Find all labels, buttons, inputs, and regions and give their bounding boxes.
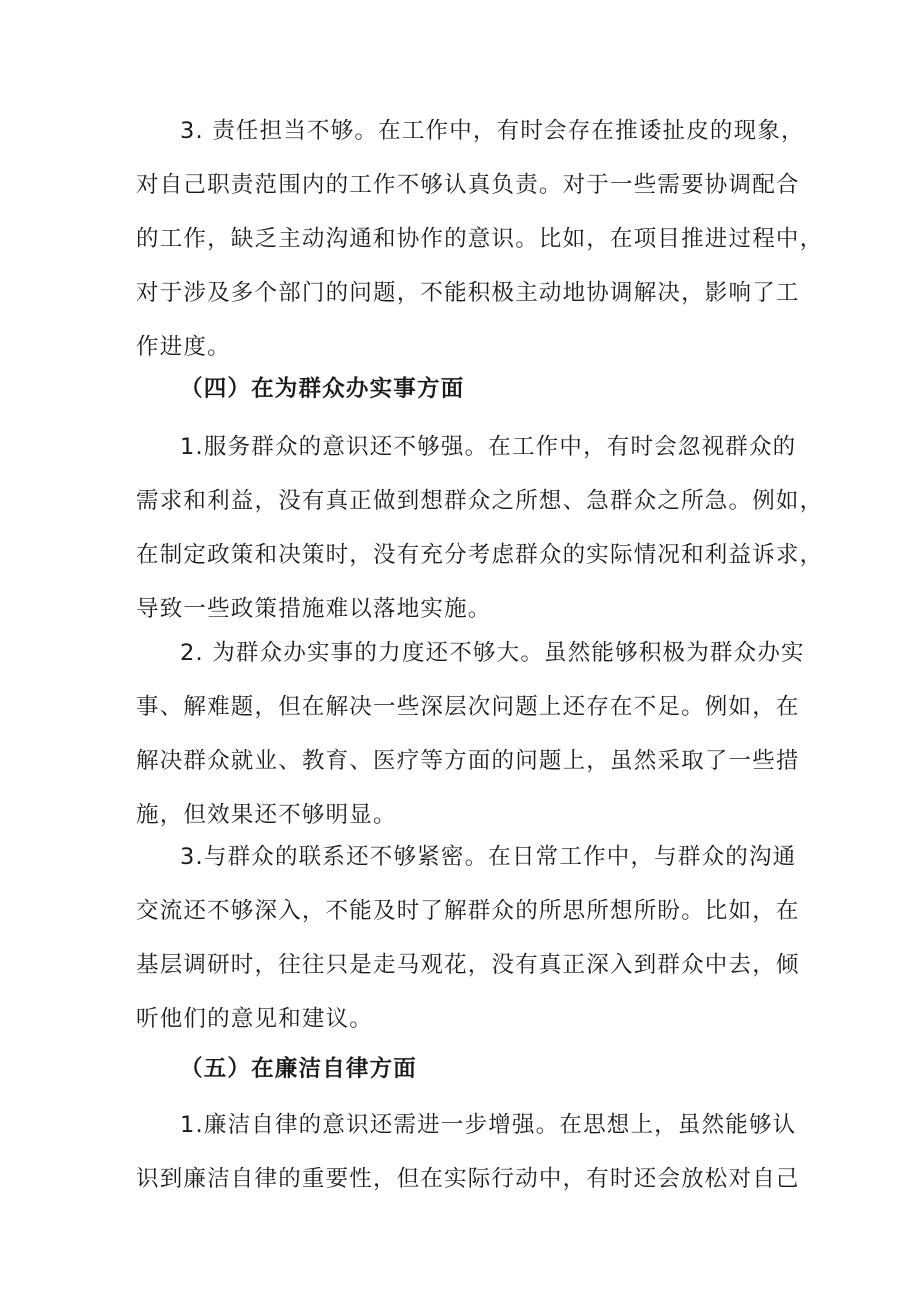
paragraph-contact <box>136 830 800 1046</box>
text-line: 对于涉及多个部门的问题，不能积极主动地协调解决，影响了工 <box>136 280 800 306</box>
text-line: 在制定政策和决策时，没有充分考虑群众的实际情况和利益诉求， <box>136 542 824 568</box>
heading-text: （五）在廉洁自律方面 <box>180 1056 418 1082</box>
text-line: 作进度。 <box>136 334 231 360</box>
text-line: 1.廉洁自律的意识还需进一步增强。在思想上，虽然能够认 <box>180 1112 797 1138</box>
text-line: 1.服务群众的意识还不够强。在工作中，有时会忽视群众的 <box>180 434 797 460</box>
text-line: 听他们的意见和建议。 <box>136 1006 374 1032</box>
text-line: 需求和利益，没有真正做到想群众之所想、急群众之所急。例如， <box>136 488 824 514</box>
text-line: 的工作，缺乏主动沟通和协作的意识。比如，在项目推进过程中， <box>136 226 824 252</box>
text-line: 3.与群众的联系还不够紧密。在日常工作中，与群众的沟通 <box>180 844 797 870</box>
text-line: 对自己职责范围内的工作不够认真负责。对于一些需要协调配合 <box>136 172 800 198</box>
text-line: 导致一些政策措施难以落地实施。 <box>136 596 492 622</box>
section-heading-four <box>136 362 796 416</box>
paragraph-effort <box>136 626 805 842</box>
paragraph-integrity <box>136 1098 800 1206</box>
text-line: 识到廉洁自律的重要性，但在实际行动中，有时还会放松对自己 <box>136 1166 800 1192</box>
text-line: 交流还不够深入，不能及时了解群众的所思所想所盼。比如，在 <box>136 898 800 924</box>
text-line: 2. 为群众办实事的力度还不够大。虽然能够积极为群众办实 <box>180 640 805 666</box>
text-line: 基层调研时，往往只是走马观花，没有真正深入到群众中去，倾 <box>136 952 800 978</box>
text-line: 事、解难题，但在解决一些深层次问题上还存在不足。例如，在 <box>136 694 800 720</box>
text-line: 施，但效果还不够明显。 <box>136 802 397 828</box>
section-heading-five <box>136 1042 796 1096</box>
paragraph-responsibility <box>136 104 824 374</box>
text-line: 3. 责任担当不够。在工作中，有时会存在推诿扯皮的现象， <box>180 118 805 144</box>
heading-text: （四）在为群众办实事方面 <box>180 376 465 402</box>
paragraph-service <box>136 420 824 636</box>
text-line: 解决群众就业、教育、医疗等方面的问题上，虽然采取了一些措 <box>136 748 800 774</box>
